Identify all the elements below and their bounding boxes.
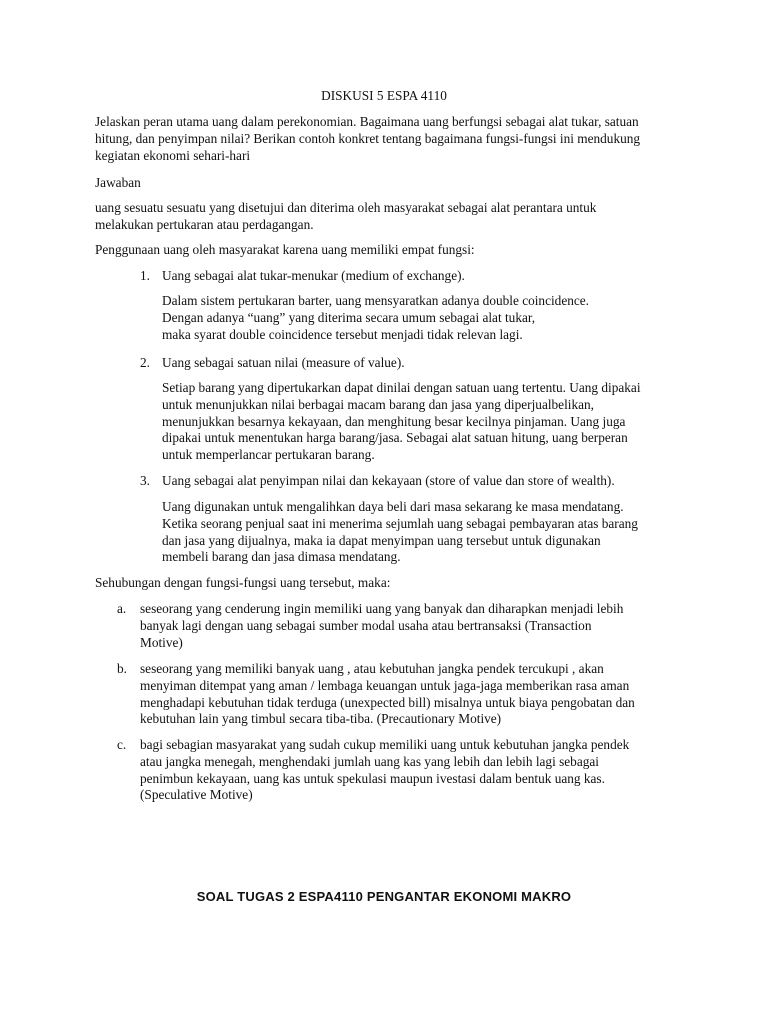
next-section-title: SOAL TUGAS 2 ESPA4110 PENGANTAR EKONOMI MAKRO: [196, 889, 572, 904]
question-line: kegiatan ekonomi sehari-hari: [95, 147, 251, 163]
list-number: 3.: [140, 473, 150, 488]
motive-line: kebutuhan lain yang timbul secara tiba-tiba. (Precautionary Motive): [140, 711, 502, 727]
motive-line: menyiman ditempat yang aman / lembaga keuangan untuk jaga-jaga memberikan rasa aman: [140, 677, 630, 693]
intro-line: uang sesuatu sesuatu yang disetujui dan diterima oleh masyarakat sebagai alat perantara untuk: [95, 200, 597, 215]
question-paragraph: [95, 114, 640, 164]
motives-intro: Sehubungan dengan fungsi-fungsi uang tersebut, maka:: [95, 575, 391, 590]
function-body-line: Ketika seorang penjual saat ini menerima sejumlah uang sebagai pembayaran atas barang: [162, 515, 638, 531]
function-body: [162, 380, 641, 464]
document-title: DISKUSI 5 ESPA 4110: [321, 88, 447, 103]
list-number: 1.: [140, 268, 150, 283]
function-heading: Uang sebagai satuan nilai (measure of value).: [162, 355, 405, 370]
motive-item: [140, 601, 623, 651]
motive-line: atau jangka menegah, menghendaki jumlah uang kas yang lebih dan lebih lagi sebagai: [140, 753, 599, 769]
function-body-line: menunjukkan besarnya kekayaan, dan menghitung besar kecilnya pinjaman. Uang juga: [162, 413, 626, 429]
list-letter: b.: [117, 661, 127, 676]
function-body: [162, 293, 589, 343]
motive-line: (Speculative Motive): [140, 787, 253, 803]
functions-intro: Penggunaan uang oleh masyarakat karena uang memiliki empat fungsi:: [95, 242, 475, 257]
intro-line: melakukan pertukaran atau perdagangan.: [95, 216, 314, 232]
function-body-line: Dengan adanya “uang” yang diterima secara umum sebagai alat tukar,: [162, 309, 536, 325]
function-body-line: Setiap barang yang dipertukarkan dapat dinilai dengan satuan uang tertentu. Uang dipakai: [162, 380, 641, 395]
function-body-line: Uang digunakan untuk mengalihkan daya beli dari masa sekarang ke masa mendatang.: [162, 499, 624, 514]
question-line: hitung, dan penyimpan nilai? Berikan contoh konkret tentang bagaimana fungsi-fungsi ini mendukung: [95, 130, 641, 146]
motive-line: seseorang yang cenderung ingin memiliki uang yang banyak dan diharapkan menjadi lebih: [140, 601, 624, 616]
motive-line: penimbun kekayaan, uang kas untuk spekulasi maupun ivestasi dalam bentuk uang kas.: [140, 770, 605, 786]
answer-intro-paragraph: [95, 200, 596, 234]
function-body-line: dipakai untuk menentukan harga barang/jasa. Sebagai alat satuan hitung, uang berperan: [162, 430, 628, 446]
function-body-line: dan jasa yang dijualnya, maka ia dapat menyimpan uang tersebut untuk digunakan: [162, 532, 601, 548]
function-body-line: membeli barang dan jasa dimasa mendatang.: [162, 549, 401, 565]
function-body-line: untuk menunjukkan nilai berbagai macam barang dan jasa yang diperjualbelikan,: [162, 396, 594, 412]
motive-item: [140, 737, 629, 804]
function-heading: Uang sebagai alat tukar-menukar (medium of exchange).: [162, 268, 465, 283]
motive-line: menghadapi kebutuhan tidak terduga (unexpected bill) misalnya untuk biaya pengobatan dan: [140, 694, 635, 710]
function-body-line: Dalam sistem pertukaran barter, uang mensyaratkan adanya double coincidence.: [162, 293, 590, 308]
function-heading: Uang sebagai alat penyimpan nilai dan kekayaan (store of value dan store of wealth).: [162, 473, 615, 488]
answer-heading: Jawaban: [95, 175, 141, 190]
function-body-line: maka syarat double coincidence tersebut menjadi tidak relevan lagi.: [162, 326, 523, 342]
function-body: [162, 499, 638, 566]
list-number: 2.: [140, 355, 150, 370]
list-letter: a.: [117, 601, 127, 616]
question-line: Jelaskan peran utama uang dalam perekonomian. Bagaimana uang berfungsi sebagai alat tukar, satuan: [95, 114, 639, 129]
list-letter: c.: [117, 737, 127, 752]
motive-line: Motive): [140, 634, 183, 650]
motive-item: [140, 661, 635, 728]
motive-line: banyak lagi dengan uang sebagai sumber modal usaha atau bertransaksi (Transaction: [140, 617, 592, 633]
motive-line: seseorang yang memiliki banyak uang , atau kebutuhan jangka pendek tercukupi , akan: [140, 661, 604, 676]
function-body-line: untuk memperlancar pertukaran barang.: [162, 447, 375, 463]
motive-line: bagi sebagian masyarakat yang sudah cukup memiliki uang untuk kebutuhan jangka pendek: [140, 737, 630, 752]
